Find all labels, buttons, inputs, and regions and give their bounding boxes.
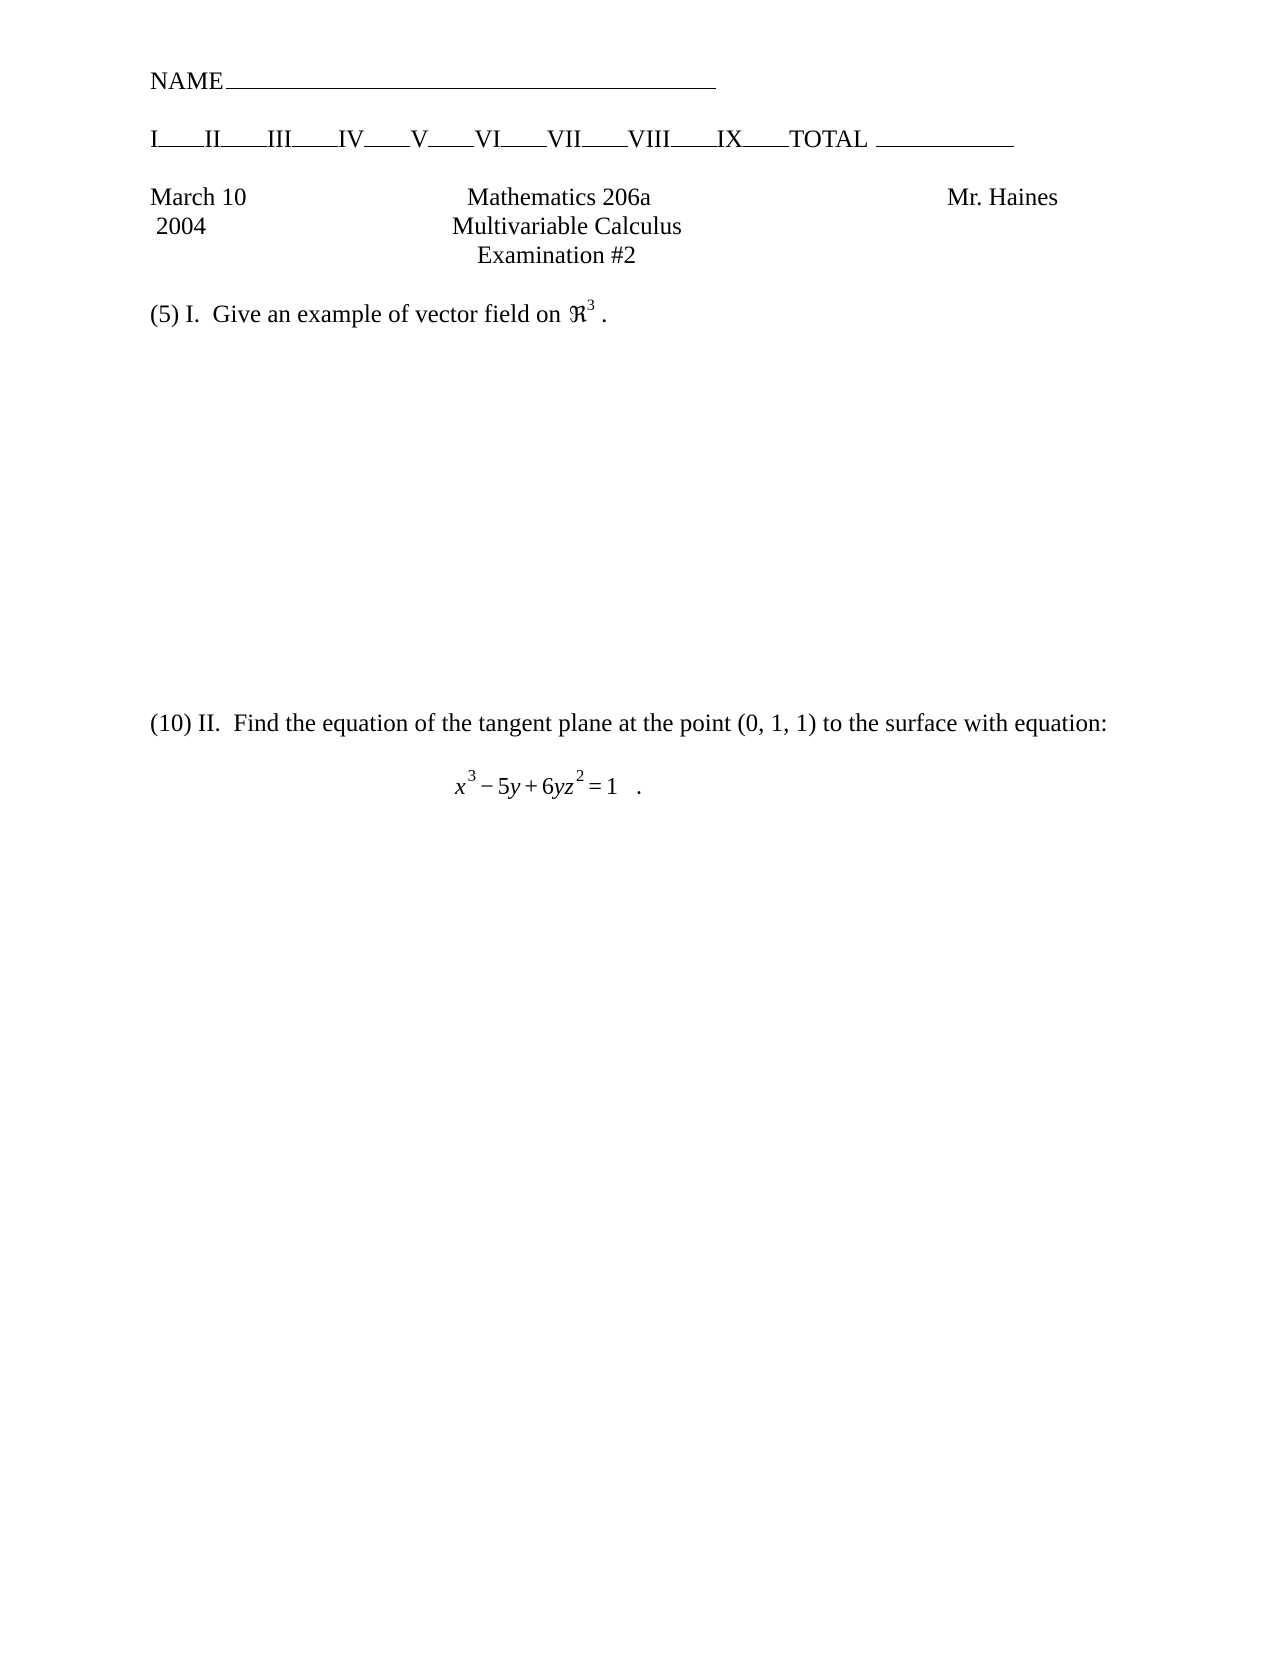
exam-date-line1: March 10 xyxy=(150,184,247,211)
score-item-ix xyxy=(717,124,789,155)
eq-end: . xyxy=(635,774,642,800)
superscript: 3 xyxy=(586,297,595,314)
score-item-iv xyxy=(338,124,410,155)
score-label: IV xyxy=(337,126,365,153)
question-2 xyxy=(150,709,1107,739)
score-blank-line xyxy=(501,124,547,147)
score-blank-line xyxy=(364,124,410,147)
question-1 xyxy=(150,297,608,331)
question-points: (5) xyxy=(150,301,180,328)
eq-z-exponent: 2 xyxy=(575,766,585,785)
score-blank-line xyxy=(428,124,474,147)
eq-coef-6: 6 xyxy=(541,774,554,800)
score-row xyxy=(150,124,1014,155)
eq-plus: + xyxy=(524,774,538,800)
score-label: VI xyxy=(474,126,501,153)
name-label: NAME xyxy=(150,68,224,95)
surface-equation xyxy=(455,766,642,802)
eq-y: y xyxy=(509,774,521,800)
eq-equals: = xyxy=(588,774,602,800)
question-text: Find the equation of the tangent plane at the point (0, 1, 1) to the surface with equation: xyxy=(233,710,1108,737)
real-numbers-symbol: ℜ xyxy=(568,303,587,328)
exam-date-line2: 2004 xyxy=(156,213,206,240)
score-label: I xyxy=(150,126,159,153)
score-label: III xyxy=(266,126,292,153)
score-item-iii xyxy=(267,124,338,155)
score-label: II xyxy=(204,126,221,153)
score-item-i xyxy=(150,124,204,155)
score-item-v xyxy=(410,124,474,155)
score-item-total xyxy=(789,124,1014,155)
name-blank-line xyxy=(226,66,716,89)
total-label: TOTAL xyxy=(788,126,869,153)
eq-coef-5: 5 xyxy=(497,774,510,800)
score-blank-line xyxy=(671,124,717,147)
score-blank-line xyxy=(158,124,204,147)
score-label: IX xyxy=(716,126,743,153)
score-item-vii xyxy=(547,124,628,155)
total-blank-line xyxy=(876,124,1014,147)
eq-x: x xyxy=(455,774,466,800)
score-blank-line xyxy=(582,124,628,147)
exam-title: Examination #2 xyxy=(477,242,636,269)
eq-minus: − xyxy=(480,774,494,800)
score-blank-line xyxy=(292,124,338,147)
score-blank-line xyxy=(221,124,267,147)
score-item-ii xyxy=(204,124,267,155)
eq-rhs: 1 xyxy=(605,774,618,800)
question-text: Give an example of vector field on xyxy=(212,301,561,328)
question-number: II. xyxy=(197,710,221,737)
eq-yz: yz xyxy=(553,774,574,800)
score-label: VIII xyxy=(627,126,671,153)
score-item-viii xyxy=(628,124,717,155)
question-end: . xyxy=(601,301,608,328)
score-item-vi xyxy=(474,124,546,155)
score-label: V xyxy=(410,126,429,153)
name-field-row xyxy=(150,66,716,97)
instructor-name: Mr. Haines xyxy=(947,184,1059,211)
eq-x-exponent: 3 xyxy=(467,766,477,785)
question-points: (10) xyxy=(150,710,192,737)
course-title: Mathematics 206a xyxy=(467,184,651,211)
score-blank-line xyxy=(743,124,789,147)
score-label: VII xyxy=(546,126,582,153)
course-subtitle: Multivariable Calculus xyxy=(452,213,682,240)
question-number: I. xyxy=(185,301,200,328)
